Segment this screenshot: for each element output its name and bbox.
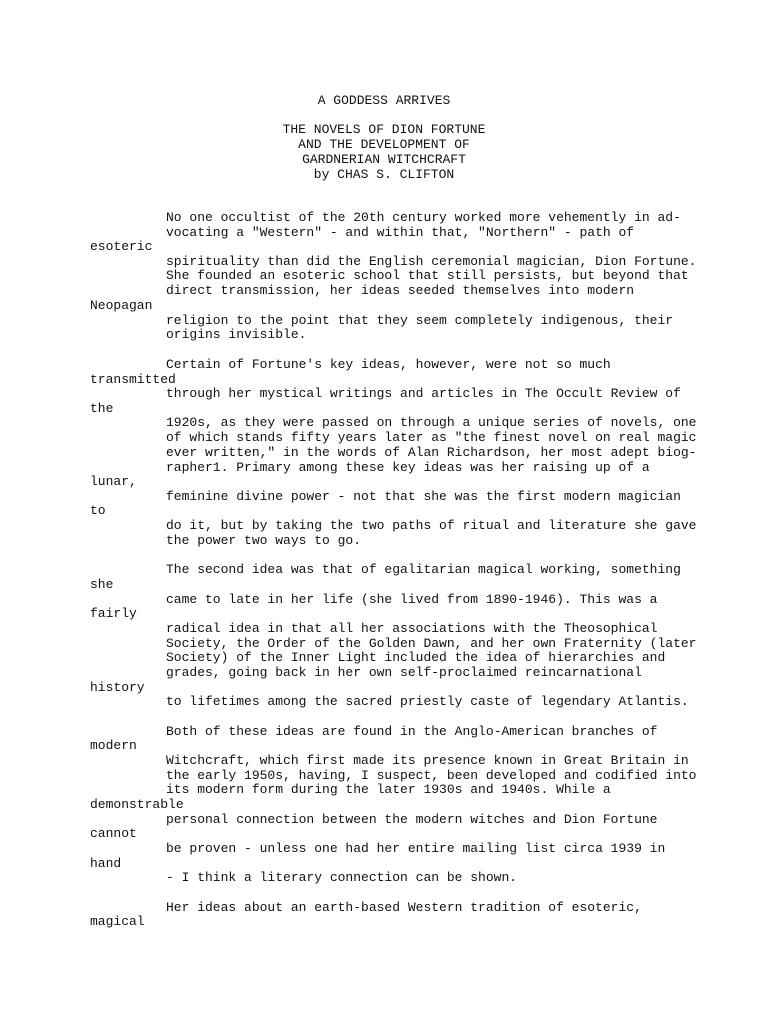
body-line: Society, the Order of the Golden Dawn, and her own Fraternity (later (166, 636, 697, 651)
subtitle-line: AND THE DEVELOPMENT OF (298, 137, 470, 152)
body-line: magical (90, 914, 145, 929)
body-line: Her ideas about an earth-based Western tradition of esoteric, (166, 900, 642, 915)
body-line: The second idea was that of egalitarian magical working, something (166, 562, 681, 577)
body-line: demonstrable (90, 797, 184, 812)
body-line: spirituality than did the English ceremonial magician, Dion Fortune. (166, 254, 697, 269)
subtitle-block (0, 122, 768, 182)
subtitle-line: GARDNERIAN WITCHCRAFT (302, 152, 466, 167)
body-line: through her mystical writings and articles in The Occult Review of (166, 386, 681, 401)
subtitle-line: THE NOVELS OF DION FORTUNE (282, 122, 486, 137)
body-line: Certain of Fortune's key ideas, however, were not so much (166, 357, 611, 372)
body-line: Neopagan (90, 298, 153, 313)
body-line: be proven - unless one had her entire mailing list circa 1939 in (166, 841, 666, 856)
body-line: 1920s, as they were passed on through a unique series of novels, one (166, 415, 697, 430)
body-line: its modern form during the later 1930s and 1940s. While a (166, 782, 611, 797)
body-line: to (90, 503, 106, 518)
body-line: rapher1. Primary among these key ideas was her raising up of a (166, 460, 650, 475)
body-line: the early 1950s, having, I suspect, been developed and codified into (166, 768, 697, 783)
body-line: Witchcraft, which first made its presence known in Great Britain in (166, 753, 689, 768)
body-line: feminine divine power - not that she was the first modern magician (166, 489, 681, 504)
body-line: fairly (90, 606, 137, 621)
body-line: the (90, 401, 114, 416)
body-line: Both of these ideas are found in the Anglo-American branches of (166, 724, 658, 739)
body-line: radical idea in that all her associations with the Theosophical (166, 621, 658, 636)
body-line: hand (90, 856, 122, 871)
body-line: direct transmission, her ideas seeded themselves into modern (166, 283, 635, 298)
body-line: cannot (90, 826, 137, 841)
body-line: the power two ways to go. (166, 533, 362, 548)
body-line: No one occultist of the 20th century worked more vehemently in ad- (166, 210, 681, 225)
body-line: she (90, 577, 114, 592)
author-byline: by CHAS S. CLIFTON (313, 167, 455, 182)
body-line: ever written," in the words of Alan Richardson, her most adept biog- (166, 445, 697, 460)
body-line: of which stands fifty years later as "the finest novel on real magic (166, 430, 697, 445)
body-line: Society) of the Inner Light included the idea of hierarchies and (166, 650, 666, 665)
title-block (0, 93, 768, 108)
body-line: personal connection between the modern witches and Dion Fortune (166, 812, 658, 827)
body-line: grades, going back in her own self-proclaimed reincarnational (166, 665, 642, 680)
body-line: do it, but by taking the two paths of ritual and literature she gave (166, 518, 697, 533)
body-line: origins invisible. (166, 327, 307, 342)
body-line: came to late in her life (she lived from 1890-1946). This was a (166, 592, 658, 607)
document-title: A GODDESS ARRIVES (317, 93, 451, 108)
body-line: She founded an esoteric school that still persists, but beyond that (166, 268, 689, 283)
body-line: history (90, 680, 145, 695)
body-line: lunar, (90, 474, 137, 489)
body-line: modern (90, 738, 137, 753)
body-line: transmitted (90, 372, 176, 387)
body-line: - I think a literary connection can be shown. (166, 870, 518, 885)
body-line: to lifetimes among the sacred priestly caste of legendary Atlantis. (166, 694, 689, 709)
body-line: esoteric (90, 239, 153, 254)
body-line: vocating a "Western" - and within that, "Northern" - path of (166, 225, 635, 240)
body-line: religion to the point that they seem completely indigenous, their (166, 313, 674, 328)
